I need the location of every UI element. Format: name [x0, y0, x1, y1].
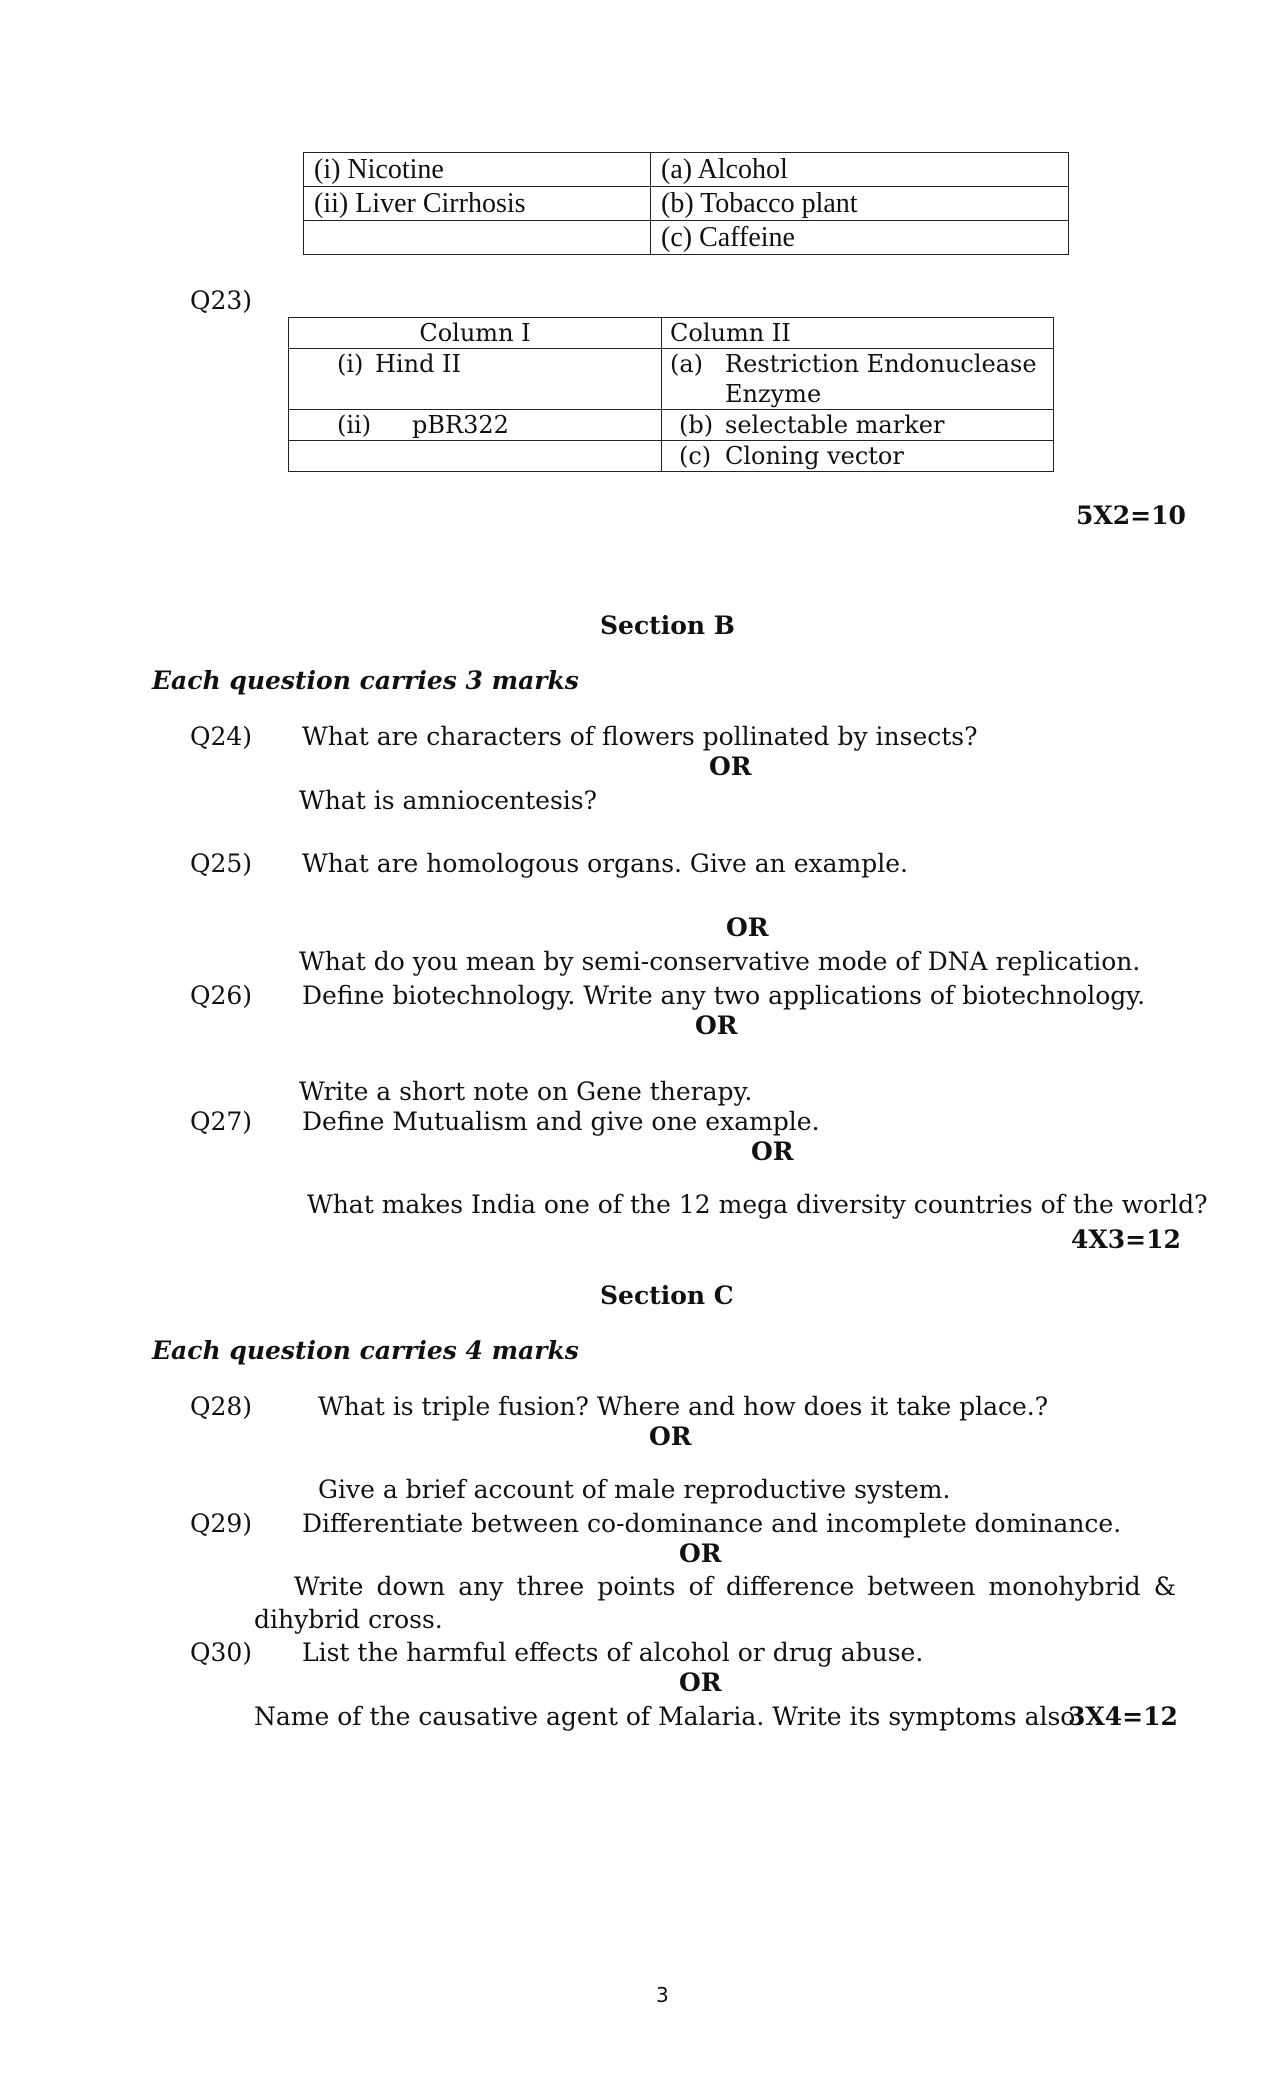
table-row [289, 410, 1054, 441]
or-label: OR [726, 913, 769, 942]
q24-alt-text: What is amniocentesis? [299, 786, 598, 815]
q28-number: Q28) [190, 1392, 253, 1421]
table-cell [662, 441, 1054, 472]
row-text-line-2: Enzyme [725, 380, 822, 408]
or-label: OR [751, 1137, 794, 1166]
table-cell [289, 410, 662, 441]
table-cell: (a) Alcohol [651, 153, 1069, 187]
column-2-header: Column II [662, 318, 1054, 349]
q29-number: Q29) [190, 1509, 253, 1538]
section-b-title: Section B [600, 611, 735, 640]
section-a-marks: 5X2=10 [1076, 501, 1186, 530]
q29-alt-text-line-1: Write down any three points of difference between monohybrid & [294, 1572, 1176, 1601]
page-number: 3 [656, 1983, 669, 2007]
table-row [289, 349, 1054, 410]
match-table-1 [303, 152, 1069, 255]
table-cell [304, 221, 651, 255]
q29-alt-text-line-2: dihybrid cross. [254, 1605, 443, 1634]
section-c-title: Section C [600, 1281, 734, 1310]
q24-number: Q24) [190, 722, 253, 751]
or-label: OR [679, 1539, 722, 1568]
table-cell [662, 349, 1054, 410]
q27-number: Q27) [190, 1107, 253, 1136]
q23-table [288, 317, 1054, 472]
table-row [304, 153, 1069, 187]
table-cell: (c) Caffeine [651, 221, 1069, 255]
row-label: (b) [679, 411, 714, 439]
row-text: Cloning vector [725, 442, 904, 470]
row-text: selectable marker [725, 411, 945, 439]
q26-number: Q26) [190, 981, 253, 1010]
column-1-header: Column I [289, 318, 662, 349]
section-c-marks: 3X4=12 [1068, 1702, 1178, 1731]
table-cell [662, 410, 1054, 441]
table-row [304, 221, 1069, 255]
section-b-note: Each question carries 3 marks [152, 666, 579, 695]
row-label: (c) [679, 442, 712, 470]
q30-text: List the harmful effects of alcohol or drug abuse. [302, 1638, 924, 1667]
table-cell: (i) Nicotine [304, 153, 651, 187]
section-b-marks: 4X3=12 [1071, 1225, 1181, 1254]
table-cell [289, 441, 662, 472]
q25-number: Q25) [190, 849, 253, 878]
row-text: Restriction Endonuclease [725, 350, 1037, 378]
q25-alt-text: What do you mean by semi-conservative mode of DNA replication. [299, 947, 1141, 976]
q27-alt-text: What makes India one of the 12 mega diversity countries of the world? [307, 1190, 1208, 1219]
or-label: OR [695, 1011, 738, 1040]
or-label: OR [709, 752, 752, 781]
q29-text: Differentiate between co-dominance and incomplete dominance. [302, 1509, 1122, 1538]
table-cell: (b) Tobacco plant [651, 187, 1069, 221]
q23-number: Q23) [190, 286, 253, 315]
table-row [304, 187, 1069, 221]
table-row [289, 441, 1054, 472]
q28-alt-text: Give a brief account of male reproductive system. [318, 1475, 951, 1504]
row-text: pBR322 [412, 411, 509, 439]
section-c-note: Each question carries 4 marks [152, 1336, 579, 1365]
q30-number: Q30) [190, 1638, 253, 1667]
or-label: OR [679, 1668, 722, 1697]
or-label: OR [649, 1422, 692, 1451]
q27-text: Define Mutualism and give one example. [302, 1107, 820, 1136]
row-label: (ii) [337, 411, 372, 439]
q24-text: What are characters of flowers pollinated by insects? [302, 722, 978, 751]
q30-alt-text: Name of the causative agent of Malaria. Write its symptoms also. [254, 1702, 1083, 1731]
row-text: Hind II [375, 350, 462, 378]
q26-text: Define biotechnology. Write any two applications of biotechnology. [302, 981, 1146, 1010]
row-label: (i) [337, 350, 364, 378]
row-label: (a) [670, 350, 704, 378]
table-header-row [289, 318, 1054, 349]
q25-text: What are homologous organs. Give an example. [302, 849, 908, 878]
table-cell [289, 349, 662, 410]
q26-alt-text: Write a short note on Gene therapy. [299, 1077, 753, 1106]
table-cell: (ii) Liver Cirrhosis [304, 187, 651, 221]
q28-text: What is triple fusion? Where and how does it take place.? [318, 1392, 1049, 1421]
